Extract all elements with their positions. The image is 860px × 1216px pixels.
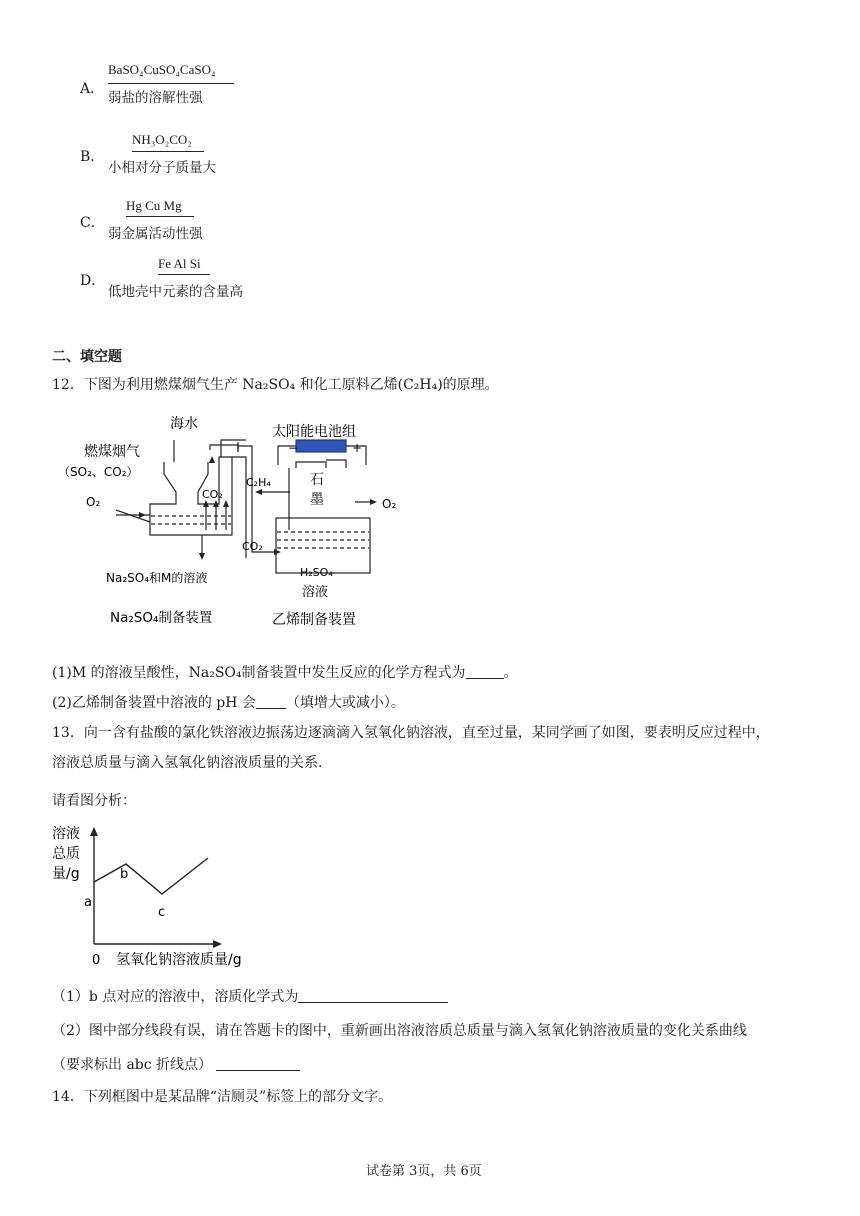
origin-label: 0: [92, 953, 101, 968]
answer-blank[interactable]: [216, 1056, 300, 1071]
option-top-label: Fe Al Si: [158, 256, 201, 271]
flue-gas-comp-label: （SO₂、CO₂）: [58, 465, 139, 479]
q13-sub1: [52, 986, 448, 1006]
answer-blank[interactable]: [256, 694, 286, 709]
solar-panel: [296, 440, 346, 452]
option-bottom-label: 弱金属活动性强: [108, 226, 203, 242]
arrow-line: [108, 83, 234, 84]
q13-sub2-line2: [52, 1054, 300, 1074]
q13-sub1-text: （1）b 点对应的溶液中，溶质化学式为: [52, 989, 299, 1005]
option-letter: B．: [80, 149, 105, 165]
q12-sub2-end: （填增大或减小）。: [285, 695, 405, 711]
section-title: 二、填空题: [52, 349, 122, 365]
o2-right-label: O₂: [382, 497, 396, 511]
c2h4-label: C₂H₄: [246, 476, 271, 489]
x-label: 氢氧化钠溶液质量/g: [116, 952, 242, 968]
option-top-label: BaSO₄CuSO₄CaSO₄: [108, 62, 216, 77]
arrow-line: [158, 274, 210, 275]
h2so4-label: H₂SO₄: [300, 566, 333, 579]
option-bottom-label: 弱盐的溶解性强: [108, 90, 203, 106]
q12-sub1-end: 。: [503, 665, 518, 681]
co2-top-label: CO₂: [202, 488, 223, 501]
q13-graph: [52, 822, 272, 972]
point-a-label: a: [84, 895, 92, 910]
y-label-2: 总质: [52, 846, 80, 862]
arrow-line: [132, 151, 204, 152]
graphite-label-1: 石: [310, 472, 324, 488]
q12-sub1: [52, 662, 518, 682]
q13-sub2-text: （要求标出 abc 折线点）: [52, 1057, 213, 1073]
graphite-label-2: 墨: [310, 492, 324, 508]
y-label-1: 溶液: [52, 826, 80, 842]
option-letter: A．: [80, 81, 105, 97]
option-bottom-label: 小相对分子质量大: [108, 160, 216, 176]
point-c-label: c: [158, 905, 166, 920]
q12-diagram: [56, 410, 396, 640]
option-top-label: Hg Cu Mg: [126, 198, 182, 213]
solar-label: 太阳能电池组: [272, 424, 356, 440]
seawater-label: 海水: [170, 416, 198, 432]
y-label-3: 量/g: [52, 866, 80, 882]
solution-label: 溶液: [302, 585, 329, 600]
q12-sub2-text: (2)乙烯制备装置中溶液的 pH 会: [52, 695, 256, 711]
point-b-label: b: [120, 867, 129, 882]
arrow-line: [126, 216, 194, 217]
q14-stem: 14．下列框图中是某品牌“洁厕灵”标签上的部分文字。: [52, 1089, 393, 1105]
answer-blank[interactable]: [466, 664, 504, 679]
answer-blank[interactable]: [298, 988, 448, 1003]
option-letter: C．: [80, 215, 105, 231]
o2-left-label: O₂: [86, 495, 101, 509]
q13-prompt: 请看图分析：: [52, 793, 136, 809]
graph-curve: [94, 858, 208, 894]
product-label: Na₂SO₄和M的溶液: [106, 571, 208, 585]
q12-sub2: [52, 692, 405, 712]
q13-stem-line1: 13．向一含有盐酸的氯化铁溶液边振荡边逐滴滴入氢氧化钠溶液，直至过量，某同学画了如图，要表明反应过程中，: [52, 725, 770, 741]
flue-gas-label: 燃煤烟气: [84, 444, 140, 460]
q12-sub1-text: (1)M 的溶液呈酸性，Na₂SO₄制备装置中发生反应的化学方程式为: [52, 665, 466, 681]
minus-label: −: [288, 441, 299, 455]
q12-stem: 12．下图为利用燃煤烟气生产 Na₂SO₄ 和化工原料乙烯(C₂H₄)的原理。: [52, 377, 499, 393]
device1-label: Na₂SO₄制备装置: [110, 610, 213, 626]
electrolysis-tank: [276, 518, 370, 573]
plus-label: +: [352, 441, 363, 455]
co2-bottom-label: CO₂: [242, 540, 263, 553]
option-top-label: NH₃O₂CO₂: [132, 132, 192, 147]
q13-stem-line2: 溶液总质量与滴入氢氧化钠溶液质量的关系.: [52, 755, 323, 771]
option-letter: D．: [80, 273, 106, 289]
q13-sub2-line1: （2）图中部分线段有误，请在答题卡的图中，重新画出溶液溶质总质量与滴入氢氧化钠溶液质量的变化关系曲线: [52, 1023, 747, 1039]
device2-label: 乙烯制备装置: [272, 612, 356, 628]
page-footer: 试卷第 3页，共 6页: [366, 1164, 482, 1179]
option-bottom-label: 低地壳中元素的含量高: [108, 284, 243, 300]
